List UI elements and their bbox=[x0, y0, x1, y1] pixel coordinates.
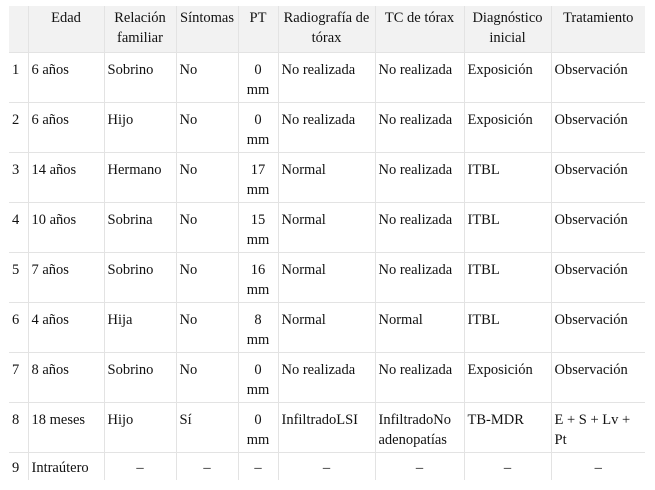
cell-index: 8 bbox=[12, 412, 20, 428]
cell-tratamiento: Observación bbox=[551, 353, 645, 403]
header-index bbox=[9, 6, 28, 53]
cell-sintomas: Sí bbox=[176, 403, 238, 453]
cell-radiografia: Normal bbox=[278, 153, 375, 203]
cell-tc: No realizada bbox=[375, 103, 464, 153]
cell-tc: No realizada bbox=[375, 53, 464, 103]
cell-diagnostico: ITBL bbox=[464, 153, 551, 203]
cell-radiografia: No realizada bbox=[278, 103, 375, 153]
cell-edad: 6 años bbox=[28, 103, 104, 153]
cell-edad: 6 años bbox=[28, 53, 104, 103]
header-diagnostico: Diagnóstico inicial bbox=[464, 6, 551, 53]
header-tc: TC de tórax bbox=[375, 6, 464, 53]
header-radiografia: Radiografía de tórax bbox=[278, 6, 375, 53]
cell-tratamiento: Observación bbox=[551, 253, 645, 303]
cell-sintomas: – bbox=[176, 453, 238, 481]
table-row bbox=[9, 53, 645, 103]
table-row bbox=[9, 103, 645, 153]
cell-pt: 0 mm bbox=[238, 53, 278, 103]
cell-tratamiento: Observación bbox=[551, 303, 645, 353]
cell-diagnostico: Exposición bbox=[464, 53, 551, 103]
cell-tratamiento: Observación bbox=[551, 153, 645, 203]
cell-relacion: Sobrino bbox=[104, 353, 176, 403]
header-relacion: Relación familiar bbox=[104, 6, 176, 53]
cell-radiografia: No realizada bbox=[278, 353, 375, 403]
cell-edad: 4 años bbox=[28, 303, 104, 353]
cell-tc: InfiltradoNo adenopatías bbox=[375, 403, 464, 453]
cell-edad: 18 meses bbox=[28, 403, 104, 453]
cell-sintomas: No bbox=[176, 203, 238, 253]
cell-tratamiento: Observación bbox=[551, 203, 645, 253]
cell-index: 1 bbox=[12, 62, 20, 78]
cell-pt: 0 mm bbox=[238, 403, 278, 453]
cell-tc: Normal bbox=[375, 303, 464, 353]
cell-diagnostico: Exposición bbox=[464, 353, 551, 403]
cell-index: 4 bbox=[12, 212, 20, 228]
cell-relacion: Sobrina bbox=[104, 203, 176, 253]
cell-diagnostico: Exposición bbox=[464, 103, 551, 153]
cell-relacion: Hijo bbox=[104, 103, 176, 153]
cell-tc: No realizada bbox=[375, 353, 464, 403]
cell-sintomas: No bbox=[176, 353, 238, 403]
cell-radiografia: No realizada bbox=[278, 53, 375, 103]
cell-sintomas: No bbox=[176, 53, 238, 103]
cell-relacion: Sobrino bbox=[104, 53, 176, 103]
cell-pt: 16 mm bbox=[238, 253, 278, 303]
cell-index: 2 bbox=[12, 112, 20, 128]
clinical-table bbox=[9, 6, 645, 480]
table-row bbox=[9, 203, 645, 253]
cell-edad: 10 años bbox=[28, 203, 104, 253]
cell-relacion: – bbox=[104, 453, 176, 481]
table-row bbox=[9, 153, 645, 203]
cell-tratamiento: Observación bbox=[551, 53, 645, 103]
cell-tc: No realizada bbox=[375, 253, 464, 303]
cell-tratamiento: – bbox=[551, 453, 645, 481]
cell-diagnostico: ITBL bbox=[464, 303, 551, 353]
cell-pt: 0 mm bbox=[238, 103, 278, 153]
table-row bbox=[9, 403, 645, 453]
header-tratamiento: Tratamiento bbox=[551, 6, 645, 53]
cell-tc: – bbox=[375, 453, 464, 481]
cell-tratamiento: E + S + Lv + Pt bbox=[551, 403, 645, 453]
cell-diagnostico: ITBL bbox=[464, 253, 551, 303]
cell-pt: 17 mm bbox=[238, 153, 278, 203]
cell-index: 6 bbox=[12, 312, 20, 328]
cell-radiografia: Normal bbox=[278, 203, 375, 253]
cell-edad: Intraútero bbox=[28, 453, 104, 481]
header-edad: Edad bbox=[28, 6, 104, 53]
cell-radiografia: InfiltradoLSI bbox=[278, 403, 375, 453]
cell-radiografia: – bbox=[278, 453, 375, 481]
cell-index: 5 bbox=[12, 262, 20, 278]
header-sintomas: Síntomas bbox=[176, 6, 238, 53]
cell-relacion: Hija bbox=[104, 303, 176, 353]
cell-radiografia: Normal bbox=[278, 303, 375, 353]
cell-diagnostico: TB-MDR bbox=[464, 403, 551, 453]
cell-pt: – bbox=[238, 453, 278, 481]
cell-relacion: Sobrino bbox=[104, 253, 176, 303]
cell-edad: 14 años bbox=[28, 153, 104, 203]
table-row bbox=[9, 453, 645, 481]
cell-pt: 15 mm bbox=[238, 203, 278, 253]
header-row bbox=[9, 6, 645, 53]
cell-edad: 7 años bbox=[28, 253, 104, 303]
cell-diagnostico: ITBL bbox=[464, 203, 551, 253]
header-pt: PT bbox=[238, 6, 278, 53]
cell-index: 9 bbox=[12, 460, 20, 476]
cell-edad: 8 años bbox=[28, 353, 104, 403]
cell-sintomas: No bbox=[176, 153, 238, 203]
cell-relacion: Hermano bbox=[104, 153, 176, 203]
cell-relacion: Hijo bbox=[104, 403, 176, 453]
cell-index: 3 bbox=[12, 162, 20, 178]
cell-radiografia: Normal bbox=[278, 253, 375, 303]
cell-index: 7 bbox=[12, 362, 20, 378]
table-row bbox=[9, 353, 645, 403]
cell-tc: No realizada bbox=[375, 203, 464, 253]
cell-pt: 0 mm bbox=[238, 353, 278, 403]
table-row bbox=[9, 303, 645, 353]
cell-tratamiento: Observación bbox=[551, 103, 645, 153]
cell-tc: No realizada bbox=[375, 153, 464, 203]
cell-pt: 8 mm bbox=[238, 303, 278, 353]
table-row bbox=[9, 253, 645, 303]
cell-sintomas: No bbox=[176, 103, 238, 153]
cell-diagnostico: – bbox=[464, 453, 551, 481]
cell-sintomas: No bbox=[176, 253, 238, 303]
cell-sintomas: No bbox=[176, 303, 238, 353]
